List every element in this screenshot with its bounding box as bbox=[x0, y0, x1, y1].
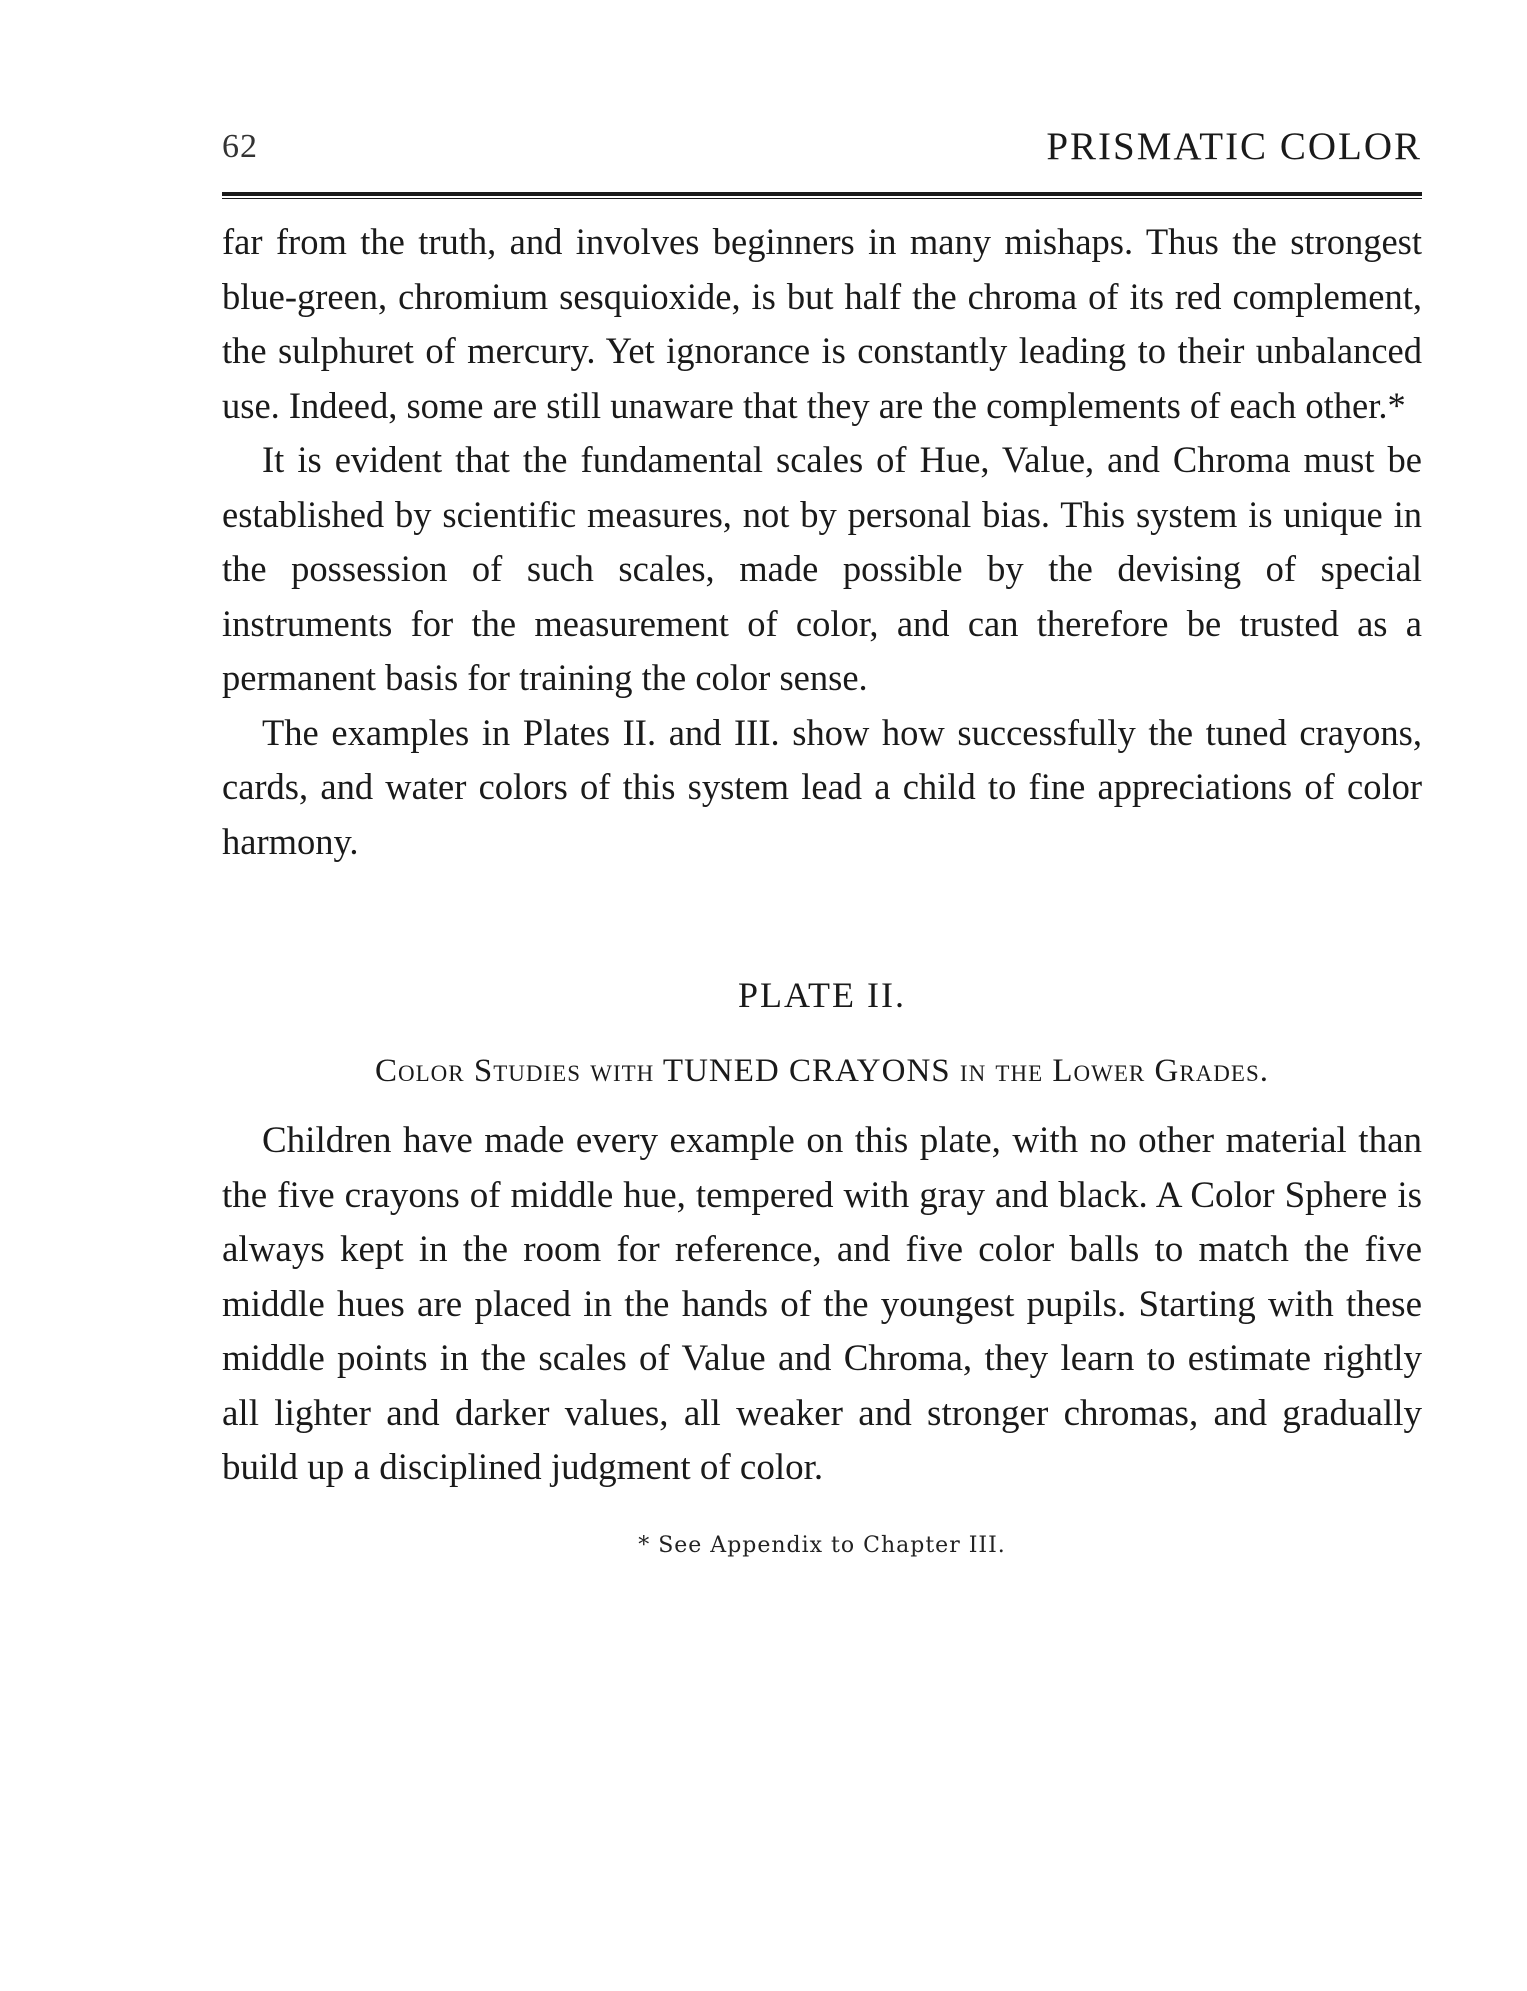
book-page bbox=[222, 118, 1422, 1558]
running-title: PRISMATIC COLOR bbox=[1046, 125, 1422, 168]
plate-title: PLATE II. bbox=[738, 975, 906, 1015]
paragraph-continued: far from the truth, and involves beginners in many mishaps. Thus the strongest blue-green, chromium sesquioxide, is but half the chroma of its red complement, the sulphuret of mercury. Yet ignorance is constantly leading to their unbalanced use. Indeed, some are still unaware that they are the complements of each other.* bbox=[222, 221, 1422, 426]
plate-subtitle: Color Studies with TUNED CRAYONS in the Lower Grades. bbox=[375, 1053, 1269, 1089]
header-rule bbox=[222, 192, 1422, 199]
running-head bbox=[222, 118, 1422, 178]
footnote: * See Appendix to Chapter III. bbox=[638, 1532, 1006, 1558]
body-text bbox=[222, 215, 1422, 869]
page-number: 62 bbox=[222, 128, 258, 165]
paragraph-plates: The examples in Plates II. and III. show how successfully the tuned crayons, cards, and water colors of this system lead a child to fine appreciations of color harmony. bbox=[222, 711, 1422, 862]
plate-description: Children have made every example on this plate, with no other material than the five crayons of middle hue, tempered with gray and black. A Color Sphere is always kept in the room for reference, and five color balls to match the five middle hues are placed in the hands of the youngest pupils. Starting with these middle points in the scales of Value and Chroma, they learn to estimate rightly all lighter and darker values, all weaker and stronger chromas, and gradually build up a disciplined judgment of color. bbox=[222, 1120, 1422, 1488]
paragraph-scales: It is evident that the fundamental scales of Hue, Value, and Chroma must be established by scientific measures, not by personal bias. This system is unique in the possession of such scales, made possible by the devising of special instruments for the measurement of color, and can therefore be trusted as a permanent basis for training the color sense. bbox=[222, 439, 1422, 698]
